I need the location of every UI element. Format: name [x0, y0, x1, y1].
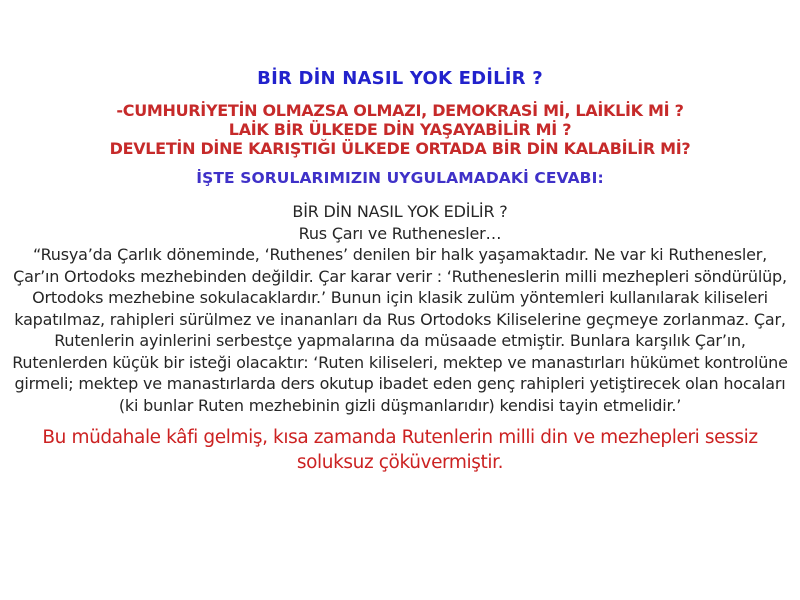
question-line-1: -CUMHURİYETİN OLMAZSA OLMAZI, DEMOKRASİ Mİ, LAİKLİK Mİ ?: [116, 101, 684, 120]
question-block: [0, 102, 800, 158]
body-heading: BİR DİN NASIL YOK EDİLİR ?: [292, 202, 508, 222]
slide-title: BİR DİN NASIL YOK EDİLİR ?: [257, 68, 543, 89]
question-line-3: DEVLETİN DİNE KARIŞTIĞI ÜLKEDE ORTADA BİR DİN KALABİLİR Mİ?: [109, 138, 691, 158]
question-line-2: LAİK BİR ÜLKEDE DİN YAŞAYABİLİR Mİ ?: [228, 119, 572, 139]
conclusion-text: Bu müdahale kâfi gelmiş, kısa zamanda Rutenlerin milli din ve mezhepleri sessiz soluksuz çöküvermiştir.: [42, 427, 758, 474]
slide-subtitle: İŞTE SORULARIMIZIN UYGULAMADAKİ CEVABI:: [196, 169, 604, 188]
body-text-block: [0, 201, 800, 416]
body-subheading: Rus Çarı ve Ruthenesler…: [298, 223, 502, 243]
body-paragraph: “Rusya’da Çarlık döneminde, ‘Ruthenes’ denilen bir halk yaşamaktadır. Ne var ki Ruthenesler, Çar’ın Ortodoks mezhebinden değildir. Çar karar verir : ‘Rutheneslerin milli mezhepleri söndürülüp, Ortodoks mezhebine sokulacaklardır.’ Bunun için klasik zulüm yöntemleri kullanılarak kiliseleri kapatılmaz, rahipleri sürülmez ve inananları da Rus Ortodoks Kiliselerine geçmeye zorlanmaz. Çar, Rutenlerin ayinlerini serbestçe yapmalarına da müsaade etmiştir. Bunlara karşılık Çar’ın, Rutenlerden küçük bir isteği olacaktır: ‘Ruten kiliseleri, mektep ve manastırları hükümet kontrolüne girmeli; mektep ve manastırlarda ders okutup ibadet eden genç rahipleri yetiştirecek olan hocaları (ki bunlar Ruten mezhebinin gizli düşmanlarıdır) kendisi tayin etmelidir.’: [12, 245, 788, 415]
